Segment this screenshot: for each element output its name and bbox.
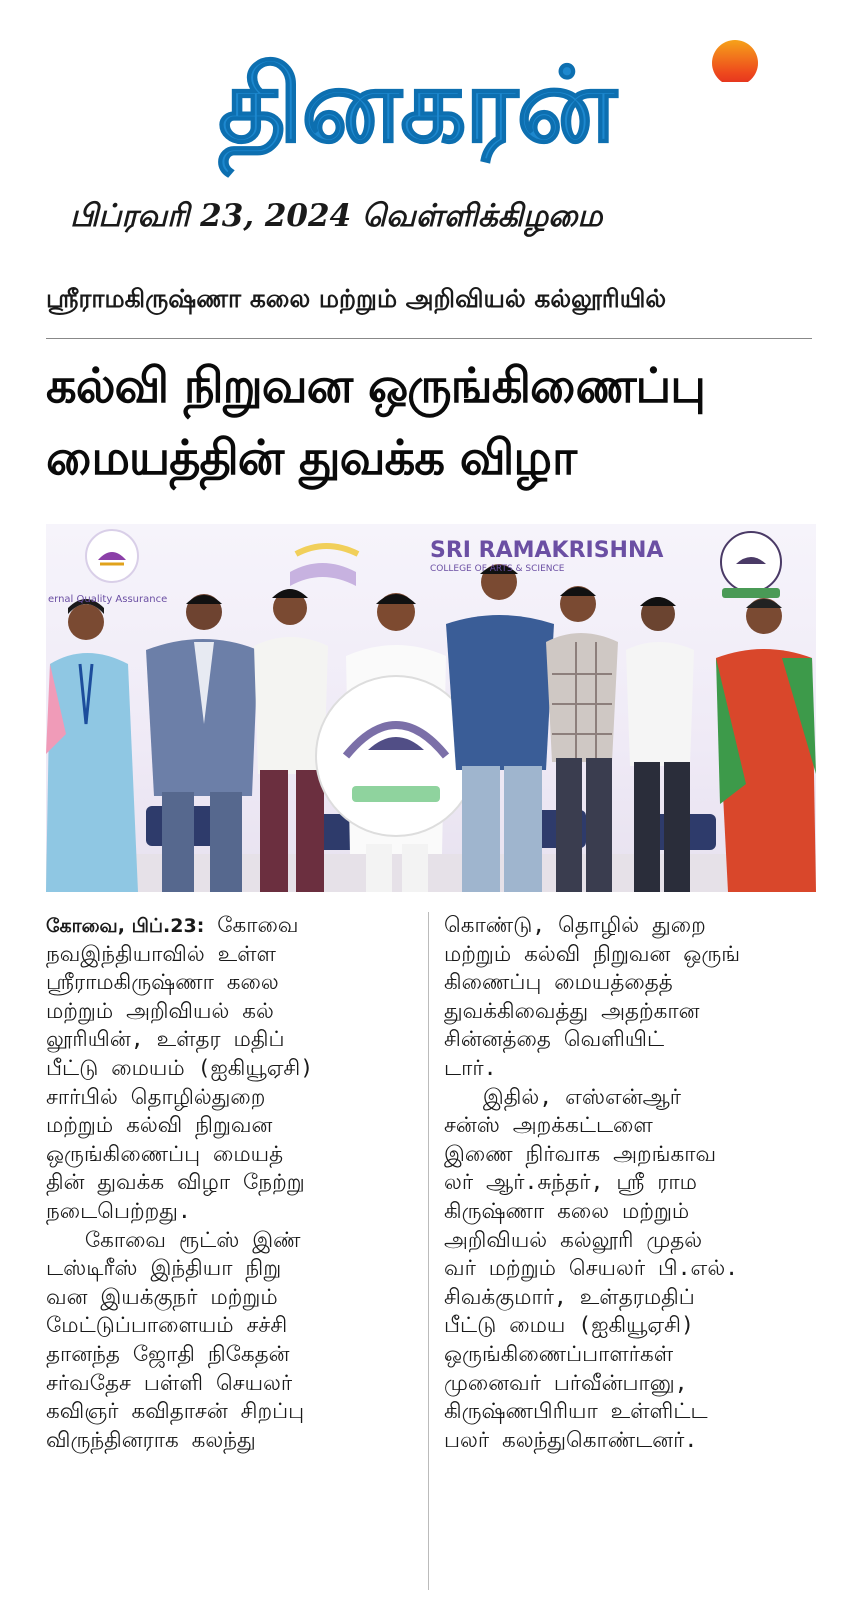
article-line: மற்றும் கல்வி நிறுவன	[46, 1113, 273, 1139]
article-line: பீட்டு மைய (ஐகியூஏசி)	[444, 1313, 694, 1339]
article-line: துவக்கிவைத்து அதற்கான	[444, 998, 700, 1024]
article-line: சர்வதேச பள்ளி செயலர்	[46, 1370, 293, 1396]
article-line: கிருஷ்ணா கலை மற்றும்	[444, 1198, 690, 1224]
article-line: கொண்டு, தொழில் துறை	[444, 913, 706, 938]
article-column-left	[46, 912, 418, 1455]
person-6	[546, 586, 618, 892]
article-line: இதில், எஸ்என்ஆர்	[444, 1084, 682, 1110]
column-divider	[428, 912, 429, 1590]
article-line: சன்ஸ் அறக்கட்டளை	[444, 1113, 653, 1139]
article-line: சிவக்குமார், உள்தரமதிப்	[444, 1284, 695, 1310]
article-line: தின் துவக்க விழா நேற்று	[46, 1170, 305, 1196]
person-7	[626, 597, 694, 892]
article-line: விருந்தினராக கலந்து	[46, 1427, 256, 1453]
college-emblem-icon	[290, 546, 358, 586]
newspaper-logo	[108, 12, 708, 182]
article-line: சின்னத்தை வெளியிட்	[444, 1027, 665, 1053]
article-line: நவஇந்தியாவில் உள்ள	[46, 941, 276, 967]
article-line: கோவை, பிப்.23: கோவை	[46, 913, 299, 938]
issue-date: பிப்ரவரி 23, 2024 வெள்ளிக்கிழமை	[70, 198, 603, 234]
article-line: அறிவியல் கல்லூரி முதல்	[444, 1227, 703, 1253]
event-photo	[46, 524, 816, 892]
article-line: ஒருங்கிணைப்பு மையத்	[46, 1141, 284, 1167]
article-line: இணை நிர்வாக அறங்காவ	[444, 1141, 717, 1167]
article-line: கவிஞர் கவிதாசன் சிறப்பு	[46, 1399, 305, 1425]
article-line: டார்.	[444, 1055, 497, 1081]
banner-iqac-text: ernal Quality Assurance	[48, 594, 168, 605]
sun-icon	[712, 40, 758, 82]
article-line: ஒருங்கிணைப்பாளர்கள்	[444, 1341, 674, 1367]
person-8	[716, 598, 816, 892]
article-line: மற்றும் அறிவியல் கல்	[46, 998, 274, 1024]
article-line: கிணைப்பு மையத்தைத்	[444, 970, 673, 996]
article-line: பலர் கலந்துகொண்டனர்.	[444, 1427, 698, 1453]
article-line: லூரியின், உள்தர மதிப்	[46, 1027, 285, 1053]
event-photo-illustration	[46, 524, 816, 892]
banner-college-subtitle: COLLEGE OF ARTS & SCIENCE	[430, 564, 565, 574]
article-line: கோவை ரூட்ஸ் இண்	[46, 1227, 301, 1253]
newspaper-title: தினகரன்	[218, 44, 616, 166]
iqac-logo-icon	[86, 530, 138, 582]
masthead	[0, 0, 860, 190]
headline-line-1: கல்வி நிறுவன ஒருங்கிணைப்பு	[46, 358, 705, 414]
article-dateline: கோவை, பிப்.23:	[46, 915, 205, 937]
article-line: நடைபெற்றது.	[46, 1198, 191, 1224]
divider	[46, 338, 812, 339]
article-line: டஸ்டிரீஸ் இந்தியா நிறு	[46, 1256, 282, 1282]
article-line: மற்றும் கல்வி நிறுவன ஒருங்	[444, 941, 741, 967]
article-line: லர் ஆர்.சுந்தர், ஸ்ரீ ராம	[444, 1170, 697, 1196]
article-line: ஸ்ரீராமகிருஷ்ணா கலை	[46, 970, 279, 996]
article-line: சார்பில் தொழில்துறை	[46, 1084, 266, 1110]
article-line: தானந்த ஜோதி நிகேதன்	[46, 1341, 290, 1367]
headline	[46, 350, 826, 494]
headline-line-2: மையத்தின் துவக்க விழா	[46, 430, 577, 486]
article-line: வன இயக்குநர் மற்றும்	[46, 1284, 278, 1310]
article-column-right	[444, 912, 816, 1455]
person-1	[46, 599, 138, 892]
article-line: பீட்டு மையம் (ஐகியூஏசி)	[46, 1055, 314, 1081]
article-line: கிருஷ்ணபிரியா உள்ளிட்ட	[444, 1399, 708, 1425]
person-5	[446, 564, 554, 892]
anniversary-emblem-icon	[721, 532, 781, 598]
article-line: மேட்டுப்பாளையம் சச்சி	[46, 1313, 288, 1339]
banner-college-name: SRI RAMAKRISHNA	[430, 538, 664, 563]
article-line: முனைவர் பர்வீன்பானு,	[444, 1370, 688, 1396]
article-line: வர் மற்றும் செயலர் பி.எல்.	[444, 1256, 739, 1282]
kicker: ஸ்ரீராமகிருஷ்ணா கலை மற்றும் அறிவியல் கல்லூரியில்	[46, 284, 667, 313]
person-2	[146, 594, 258, 892]
